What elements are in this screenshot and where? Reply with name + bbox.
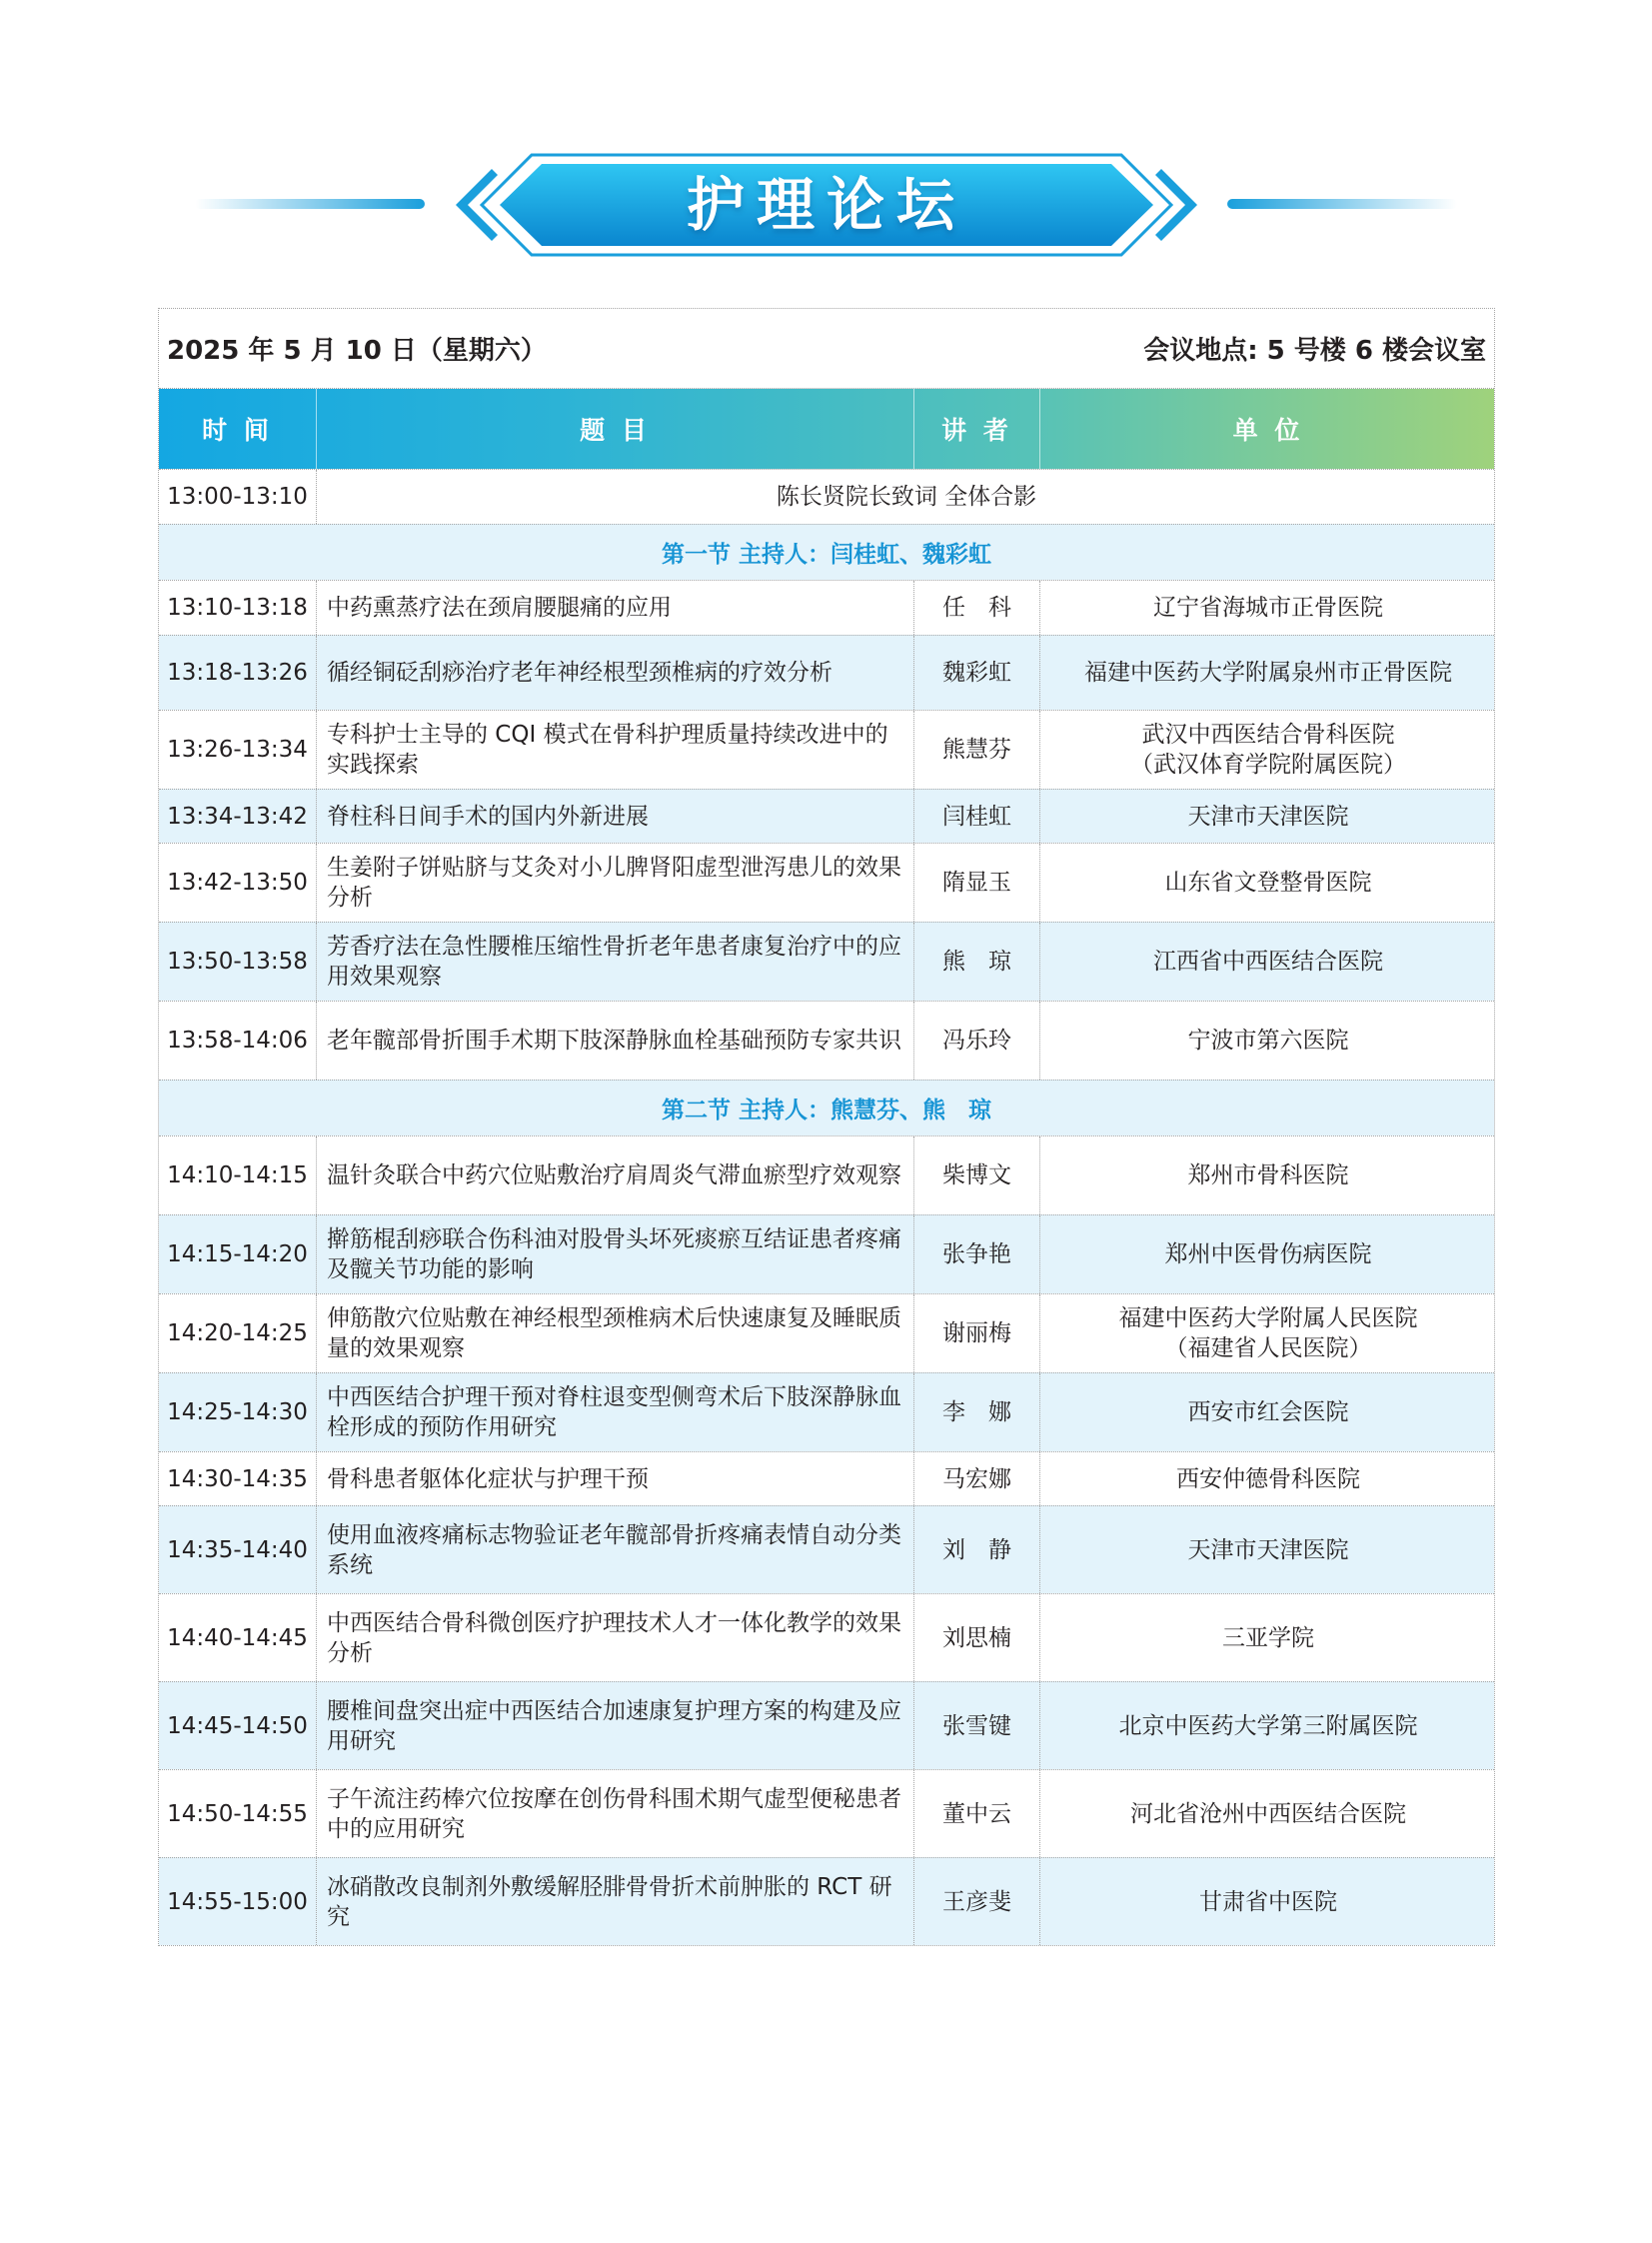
row-unit: 西安市红会医院: [1187, 1399, 1349, 1425]
row-topic: 专科护士主导的 CQI 模式在骨科护理质量持续改进中的实践探索: [317, 711, 914, 789]
table-row: [159, 1372, 1494, 1451]
table-row: [159, 1857, 1494, 1945]
row-time: 13:34-13:42: [159, 790, 317, 843]
header-topic: 题 目: [317, 389, 914, 469]
row-unit: 三亚学院: [1222, 1624, 1314, 1651]
row-time: 14:30-14:35: [159, 1452, 317, 1505]
table-header: [159, 389, 1494, 469]
row-speaker: 隋显玉: [914, 844, 1040, 922]
row-topic: 子午流注药棒穴位按摩在创伤骨科围术期气虚型便秘患者中的应用研究: [317, 1770, 914, 1857]
row-time: 13:10-13:18: [159, 581, 317, 635]
row-unit: 郑州市骨科医院: [1187, 1162, 1349, 1188]
table-row: [159, 1769, 1494, 1857]
venue-label: 会议地点: 5 号楼 6 楼会议室: [1143, 336, 1486, 366]
row-topic: 中药熏蒸疗法在颈肩腰腿痛的应用: [317, 581, 914, 635]
row-unit: 天津市天津医院: [1187, 803, 1349, 830]
table-row: [159, 1505, 1494, 1593]
row-unit: 江西省中西医结合医院: [1153, 949, 1383, 975]
section-2-title: 第二节 主持人：熊慧芬、熊 琼: [159, 1080, 1494, 1135]
row-speaker: 任 科: [914, 581, 1040, 635]
opening-text: 陈长贤院长致词 全体合影: [776, 484, 1037, 510]
row-topic: 芳香疗法在急性腰椎压缩性骨折老年患者康复治疗中的应用效果观察: [317, 923, 914, 1001]
decorative-line-left: [195, 199, 425, 209]
row-speaker: 闫桂虹: [914, 790, 1040, 843]
row-time: 14:40-14:45: [159, 1594, 317, 1681]
row-topic: 老年髋部骨折围手术期下肢深静脉血栓基础预防专家共识: [317, 1002, 914, 1080]
table-row: [159, 710, 1494, 789]
row-time: 13:50-13:58: [159, 923, 317, 1001]
row-time: 13:26-13:34: [159, 711, 317, 789]
table-row: [159, 1293, 1494, 1372]
row-unit: 辽宁省海城市正骨医院: [1153, 595, 1383, 621]
row-topic: 腰椎间盘突出症中西医结合加速康复护理方案的构建及应用研究: [317, 1682, 914, 1769]
row-time: 13:58-14:06: [159, 1002, 317, 1080]
row-speaker: 张雪键: [914, 1682, 1040, 1769]
header-speaker: 讲 者: [914, 389, 1040, 469]
row-time: 14:45-14:50: [159, 1682, 317, 1769]
row-speaker: 刘 静: [914, 1506, 1040, 1593]
table-row: [159, 1001, 1494, 1080]
row-unit: 甘肃省中医院: [1199, 1888, 1337, 1915]
row-unit: 郑州中医骨伤病医院: [1164, 1241, 1372, 1267]
row-unit: 福建中医药大学附属泉州市正骨医院: [1084, 660, 1452, 686]
row-unit: 宁波市第六医院: [1187, 1028, 1349, 1054]
page-title: 护理论坛: [686, 171, 966, 239]
row-time: 14:25-14:30: [159, 1373, 317, 1451]
row-speaker: 李 娜: [914, 1373, 1040, 1451]
row-speaker: 王彦斐: [914, 1858, 1040, 1945]
table-row: [159, 843, 1494, 922]
table-row: [159, 1135, 1494, 1214]
row-unit: 天津市天津医院: [1187, 1536, 1349, 1563]
row-speaker: 魏彩虹: [914, 636, 1040, 710]
row-unit: 西安仲德骨科医院: [1176, 1465, 1360, 1492]
row-speaker: 熊慧芬: [914, 711, 1040, 789]
row-unit: 山东省文登整骨医院: [1164, 870, 1372, 896]
decorative-line-right: [1227, 199, 1457, 209]
table-row: [159, 635, 1494, 710]
header-time: 时 间: [159, 389, 317, 469]
row-time: 14:10-14:15: [159, 1136, 317, 1214]
row-topic: 骨科患者躯体化症状与护理干预: [317, 1452, 914, 1505]
row-topic: 温针灸联合中药穴位贴敷治疗肩周炎气滞血瘀型疗效观察: [317, 1136, 914, 1214]
header-unit: 单 位: [1232, 416, 1304, 445]
row-time: 13:18-13:26: [159, 636, 317, 710]
row-speaker: 董中云: [914, 1770, 1040, 1857]
row-topic: 中西医结合护理干预对脊柱退变型侧弯术后下肢深静脉血栓形成的预防作用研究: [317, 1373, 914, 1451]
table-row: [159, 922, 1494, 1001]
info-row: [159, 309, 1494, 389]
row-speaker: 张争艳: [914, 1215, 1040, 1293]
row-time: 13:42-13:50: [159, 844, 317, 922]
row-speaker: 谢丽梅: [914, 1294, 1040, 1372]
row-speaker: 柴博文: [914, 1136, 1040, 1214]
row-topic: 擀筋棍刮痧联合伤科油对股骨头坏死痰瘀互结证患者疼痛及髋关节功能的影响: [317, 1215, 914, 1293]
table-row: [159, 580, 1494, 635]
row-speaker: 刘思楠: [914, 1594, 1040, 1681]
title-banner: [0, 150, 1652, 260]
row-topic: 生姜附子饼贴脐与艾灸对小儿脾肾阳虚型泄泻患儿的效果分析: [317, 844, 914, 922]
table-row: [159, 1214, 1494, 1293]
section-1-title: 第一节 主持人：闫桂虹、魏彩虹: [159, 524, 1494, 580]
row-unit: 河北省沧州中西医结合医院: [1130, 1800, 1406, 1827]
row-time: 14:50-14:55: [159, 1770, 317, 1857]
row-topic: 冰硝散改良制剂外敷缓解胫腓骨骨折术前肿胀的 RCT 研究: [317, 1858, 914, 1945]
table-row: [159, 1593, 1494, 1681]
row-topic: 脊柱科日间手术的国内外新进展: [317, 790, 914, 843]
row-unit: 福建中医药大学附属人民医院 （福建省人民医院）: [1118, 1305, 1418, 1361]
row-topic: 伸筋散穴位贴敷在神经根型颈椎病术后快速康复及睡眠质量的效果观察: [317, 1294, 914, 1372]
schedule-table: [158, 308, 1495, 1946]
row-speaker: 冯乐玲: [914, 1002, 1040, 1080]
row-speaker: 马宏娜: [914, 1452, 1040, 1505]
row-topic: 循经铜砭刮痧治疗老年神经根型颈椎病的疗效分析: [317, 636, 914, 710]
table-row: [159, 1681, 1494, 1769]
date-label: 2025 年 5 月 10 日（星期六）: [167, 336, 547, 366]
table-row: [159, 1451, 1494, 1505]
row-topic: 中西医结合骨科微创医疗护理技术人才一体化教学的效果分析: [317, 1594, 914, 1681]
row-unit: 武汉中西医结合骨科医院 （武汉体育学院附属医院）: [1130, 722, 1406, 778]
opening-time: 13:00-13:10: [159, 470, 317, 524]
opening-row: [159, 469, 1494, 524]
row-time: 14:20-14:25: [159, 1294, 317, 1372]
row-time: 14:35-14:40: [159, 1506, 317, 1593]
row-time: 14:55-15:00: [159, 1858, 317, 1945]
table-row: [159, 789, 1494, 843]
row-speaker: 熊 琼: [914, 923, 1040, 1001]
row-time: 14:15-14:20: [159, 1215, 317, 1293]
row-topic: 使用血液疼痛标志物验证老年髋部骨折疼痛表情自动分类系统: [317, 1506, 914, 1593]
row-unit: 北京中医药大学第三附属医院: [1118, 1712, 1418, 1739]
